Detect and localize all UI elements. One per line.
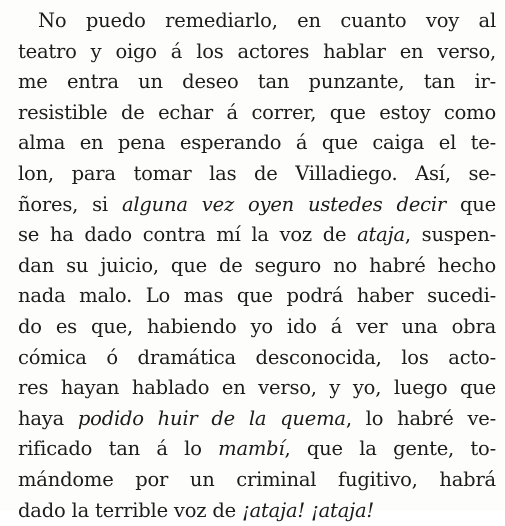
text-line	[18, 312, 496, 343]
italic-phrase: ¡ataja! ¡ataja!	[242, 499, 374, 522]
italic-phrase: alguna vez oyen ustedes decir	[122, 193, 446, 216]
text-line	[18, 159, 496, 190]
text-line	[18, 465, 496, 496]
text-line	[18, 343, 496, 374]
text-line	[18, 220, 496, 251]
italic-phrase: ataja	[357, 223, 405, 246]
text-line	[18, 281, 496, 312]
text-run: resistible de echar á correr, que estoy como	[18, 101, 496, 124]
text-line	[18, 128, 496, 159]
text-run: teatro y oigo á los actores hablar en verso,	[18, 40, 496, 63]
text-run: nada malo. Lo mas que podrá haber sucedi-	[18, 284, 496, 307]
text-line	[18, 373, 496, 404]
text-run: do es que, habiendo yo ido á ver una obra	[18, 315, 496, 338]
text-line	[18, 6, 496, 37]
text-run: , que la gente, to-	[284, 437, 496, 460]
text-run: , suspen-	[405, 223, 496, 246]
text-line	[18, 98, 496, 129]
text-line	[18, 67, 496, 98]
text-run: cómica ó dramática desconocida, los acto-	[18, 346, 496, 369]
text-line	[18, 434, 496, 465]
text-run: dado la terrible voz de	[18, 499, 242, 522]
text-line	[18, 404, 496, 435]
italic-phrase: mambí	[218, 437, 284, 460]
text-run: lon, para tomar las de Villadiego. Así, se-	[18, 162, 496, 185]
text-run: ñores, si	[18, 193, 122, 216]
text-run: alma en pena esperando á que caiga el te-	[18, 131, 496, 154]
text-run: rificado tan á lo	[18, 437, 218, 460]
italic-phrase: podido huir de la quema	[78, 407, 346, 430]
text-run: mándome por un criminal fugitivo, habrá	[18, 468, 496, 491]
text-run: No puedo remediarlo, en cuanto voy al	[38, 9, 496, 32]
body-paragraph	[18, 6, 496, 526]
text-line	[18, 190, 496, 221]
text-run: haya	[18, 407, 78, 430]
text-run: se ha dado contra mí la voz de	[18, 223, 357, 246]
text-run: dan su juicio, que de seguro no habré hecho	[18, 254, 496, 277]
text-line	[18, 251, 496, 282]
text-run: res hayan hablado en verso, y yo, luego que	[18, 376, 496, 399]
text-run: , lo habré ve-	[346, 407, 496, 430]
text-line	[18, 37, 496, 68]
text-run: me entra un deseo tan punzante, tan ir-	[18, 70, 496, 93]
text-run: que	[446, 193, 496, 216]
